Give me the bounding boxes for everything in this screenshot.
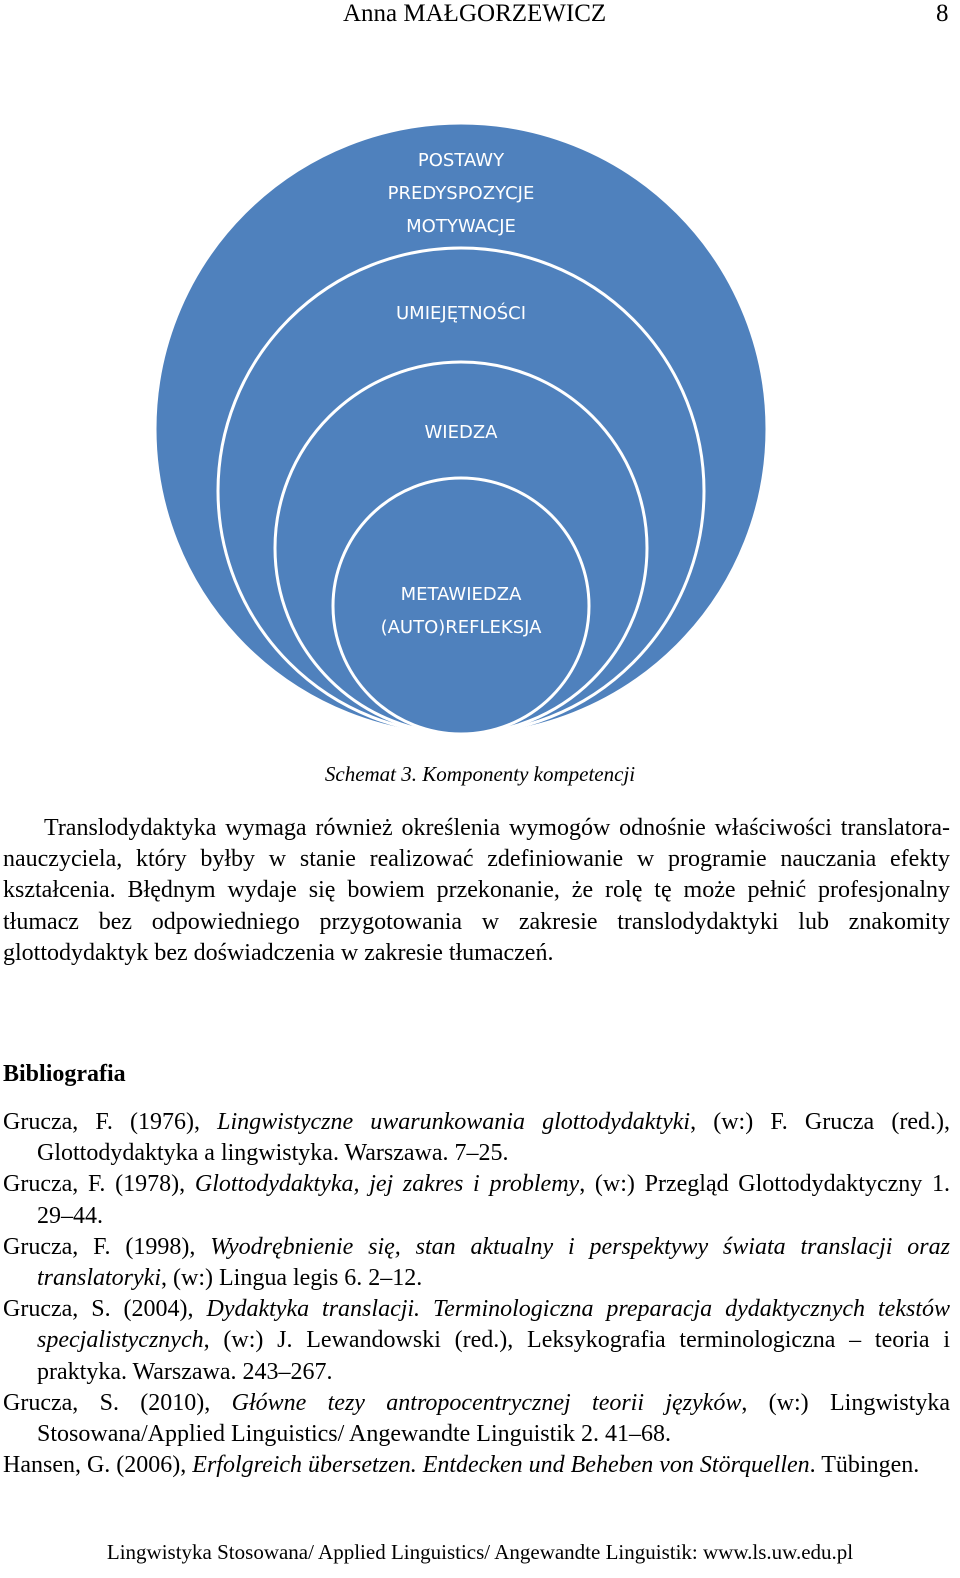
circle-inner [333, 478, 589, 734]
page-number: 8 [936, 0, 949, 27]
bib-title: Glottodydaktyka, jej zakres i problemy [194, 1171, 580, 1198]
bibliography-heading: Bibliografia [3, 1061, 126, 1087]
running-author: Anna MAŁGORZEWICZ [343, 0, 607, 27]
bib-title: Wyodrębnienie się, stan aktualny i perspektywy świata translacji oraz translatoryki [37, 1233, 950, 1292]
body-text [3, 813, 950, 969]
bib-author-year: Grucza, F. (1978), [3, 1171, 195, 1198]
bib-entry [3, 1169, 950, 1231]
bibliography-list [3, 1107, 950, 1481]
page-footer: Lingwistyka Stosowana/ Applied Linguistics/ Angewandte Linguistik: www.ls.uw.edu.pl [106, 1540, 854, 1564]
label-predyspozycje: PREDYSPOZYCJE [387, 183, 535, 204]
figure-caption: Schemat 3. Komponenty kompetencji [324, 762, 636, 786]
bib-details: , (w:) Przegląd Glottodydaktyczny 1. 29–44. [37, 1171, 950, 1229]
bib-title: Główne tezy antropocentrycznej teorii języków [231, 1389, 742, 1416]
label-metawiedza: METAWIEDZA [400, 584, 522, 605]
bib-entry [3, 1294, 950, 1388]
bib-entry [3, 1450, 950, 1481]
competence-diagram [140, 84, 780, 744]
label-autorefleksja: (AUTO)REFLEKSJA [380, 617, 542, 638]
bib-author-year: Grucza, F. (1998), [3, 1233, 211, 1260]
bib-entry [3, 1232, 950, 1294]
label-postawy: POSTAWY [417, 150, 505, 171]
bib-author-year: Grucza, S. (2004), [3, 1296, 207, 1323]
bib-title: Lingwistyczne uwarunkowania glottodydaktyki [217, 1109, 691, 1135]
label-umiejetnosci: UMIEJĘTNOŚCI [396, 303, 526, 324]
bib-entry [3, 1107, 950, 1169]
bib-author-year: Hansen, G. (2006), [3, 1452, 193, 1479]
bib-details: . Tübingen. [809, 1452, 920, 1479]
label-wiedza: WIEDZA [424, 422, 498, 443]
label-motywacje: MOTYWACJE [406, 216, 516, 237]
bib-details: , (w:) Lingwistyka Stosowana/Applied Linguistics/ Angewandte Linguistik 2. 41–68. [37, 1389, 950, 1448]
bib-author-year: Grucza, F. (1976), [3, 1109, 218, 1135]
bib-author-year: Grucza, S. (2010), [3, 1389, 232, 1416]
body-paragraph: Translodydaktyka wymaga również określenia wymogów odnośnie właściwości translatora-nauczyciela, który byłby w stanie realizować zdefiniowanie w programie nauczania efekty kształcenia. Błędnym wydaje się bowiem przekonanie, że rolę tę może pełnić profesjonalny tłumacz bez odpowiedniego przygotowania w zakresie translodydaktyki lub znakomity glottodydaktyk bez doświadczenia w zakresie tłumaczeń. [3, 815, 950, 966]
bib-details: , (w:) F. Grucza (red.), Glottodydaktyka a lingwistyka. Warszawa. 7–25. [37, 1109, 950, 1167]
nested-circles-svg [140, 84, 780, 744]
bib-title: Dydaktyka translacji. Terminologiczna preparacja dydaktycznych tekstów specjalistycznych [37, 1296, 950, 1354]
bib-title: Erfolgreich übersetzen. Entdecken und Beheben von Störquellen [192, 1452, 810, 1479]
bib-entry [3, 1388, 950, 1450]
page-header [0, 0, 960, 34]
bib-details: , (w:) Lingua legis 6. 2–12. [161, 1265, 423, 1292]
bib-details: , (w:) J. Lewandowski (red.), Leksykografia terminologiczna – teoria i praktyka. Warszawa. 243–267. [37, 1327, 950, 1385]
